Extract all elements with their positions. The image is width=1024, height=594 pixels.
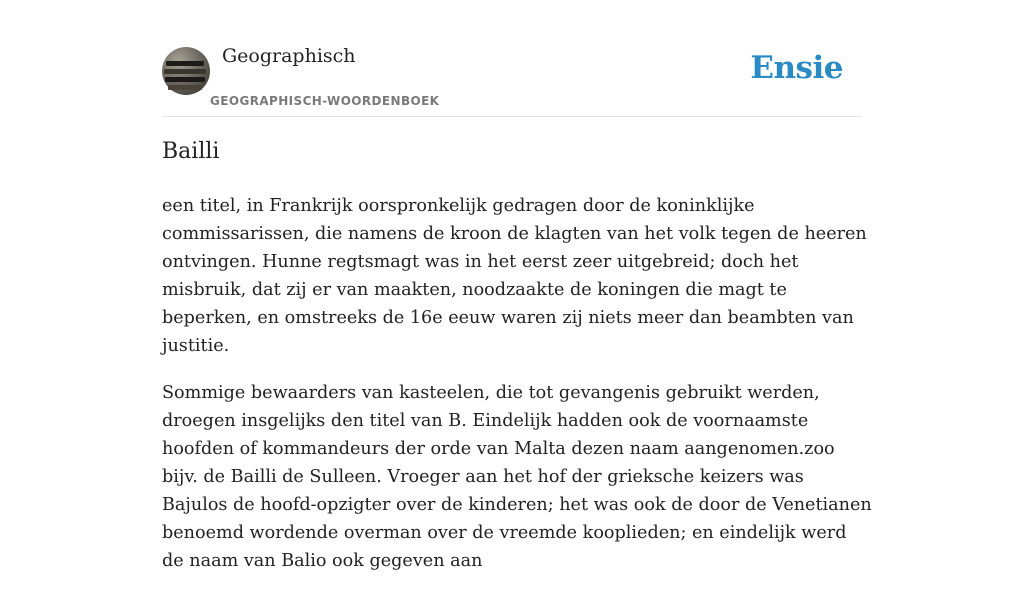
ensie-logo[interactable]: Ensie [750, 50, 843, 86]
source-title[interactable]: Geographisch [222, 45, 356, 67]
entry-paragraph: Sommige bewaarders van kasteelen, die tot gevangenis gebruikt werden, droegen insgelijks den titel van B. Eindelijk hadden ook de voornaamste hoofden of kommandeurs der orde van Malta dezen naam aangenomen.zoo bijv. de Bailli de Sulleen. Vroeger aan het hof der grieksche keizers was Bajulos de hoofd-opzigter over de kinderen; het was ook de door de Venetianen benoemd wordende overman over de vreemde kooplieden; en eindelijk werd de naam van Balio ook gegeven aan [162, 383, 872, 571]
book-spine-icon [165, 77, 205, 82]
book-spine-icon [168, 85, 202, 90]
book-spine-icon [166, 61, 204, 66]
entry-paragraph: een titel, in Frankrijk oorspronkelijk gedragen door de koninklijke commissarissen, die namens de kroon de klagten van het volk tegen de heeren ontvingen. Hunne regtsmagt was in het eerst zeer uitgebreid; doch het misbruik, dat zij er van maakten, noodzaakte de koningen die magt te beperken, en omstreeks de 16e eeuw waren zij niets meer dan beambten van justitie. [162, 196, 867, 356]
entry-title: Bailli [162, 139, 220, 164]
source-avatar[interactable] [162, 47, 210, 95]
source-slug[interactable]: GEOGRAPHISCH-WOORDENBOEK [210, 94, 440, 108]
source-header [162, 0, 862, 117]
entry-body [162, 192, 872, 594]
book-spine-icon [164, 69, 206, 74]
content-column [162, 0, 872, 571]
